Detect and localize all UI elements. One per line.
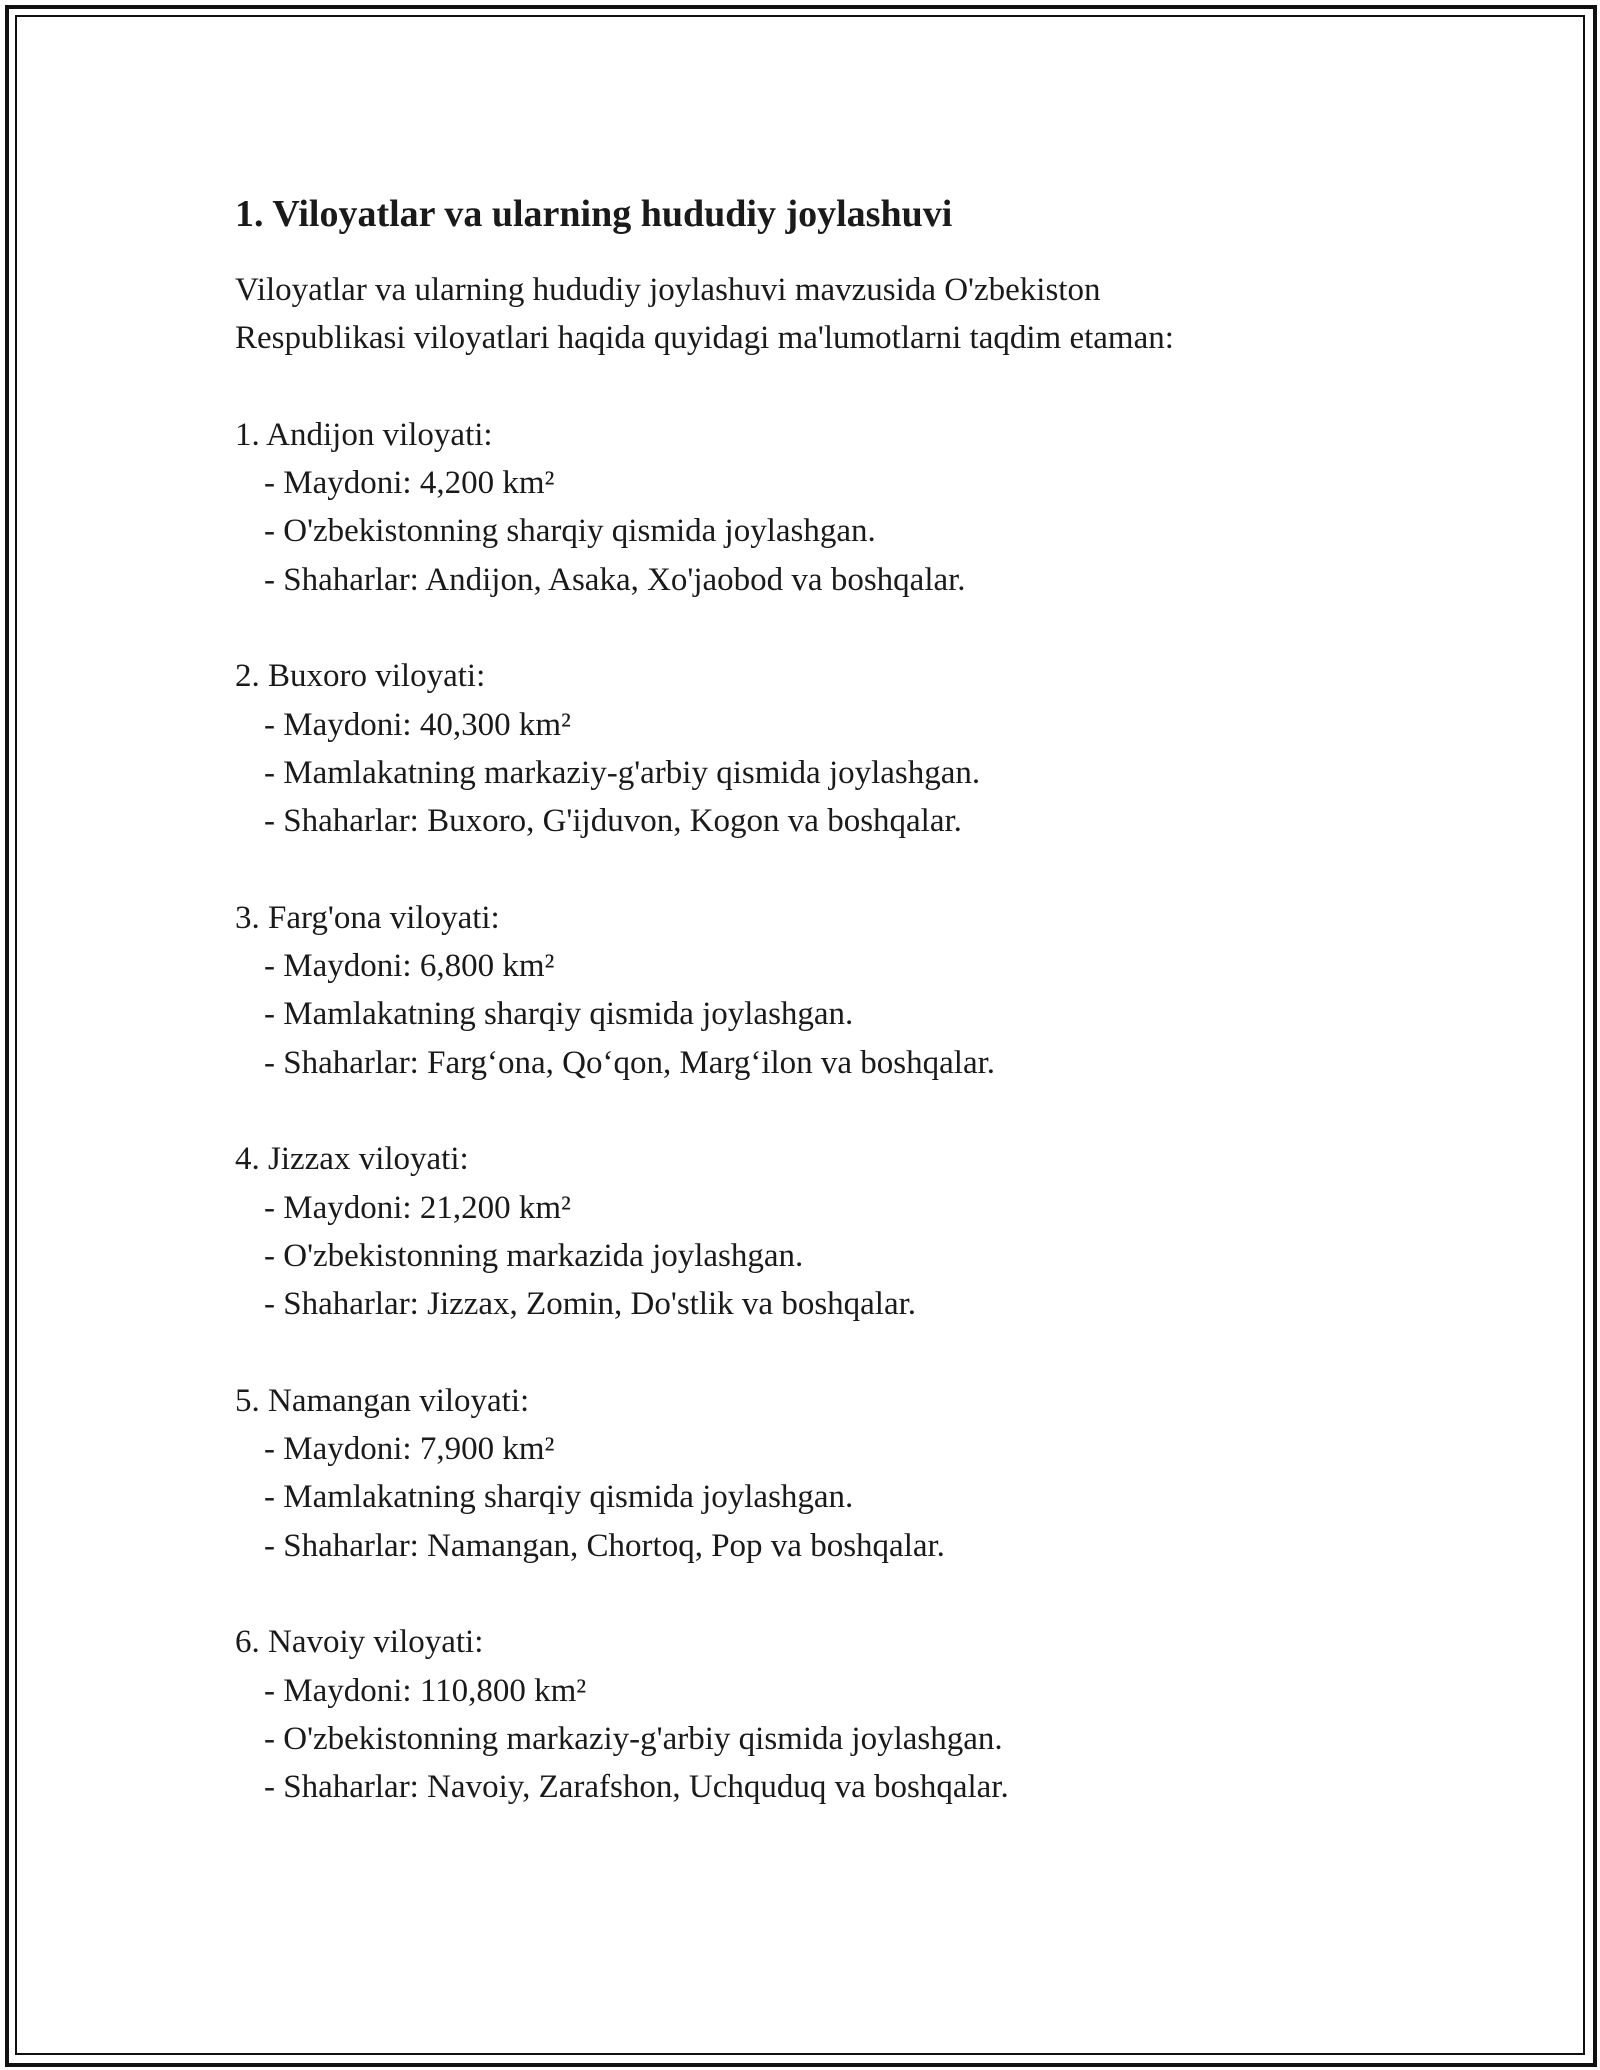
region-cities: - Shaharlar: Jizzax, Zomin, Do'stlik va boshqalar. [264, 1286, 917, 1323]
region-heading: 6. Navoiy viloyati: [235, 1624, 484, 1661]
region-fargona [235, 894, 1395, 1087]
intro-line: Viloyatlar va ularning hududiy joylashuvi mavzusida O'zbekiston [235, 272, 1101, 308]
region-namangan [235, 1377, 1395, 1570]
region-location: - Mamlakatning sharqiy qismida joylashgan. [264, 996, 854, 1033]
region-andijon [235, 411, 1395, 604]
intro-line: Respublikasi viloyatlari haqida quyidagi ma'lumotlarni taqdim etaman: [235, 320, 1174, 357]
region-area: - Maydoni: 110,800 km² [264, 1672, 587, 1709]
region-area: - Maydoni: 6,800 km² [264, 948, 555, 985]
region-jizzax [235, 1135, 1395, 1328]
region-cities: - Shaharlar: Farg‘ona, Qo‘qon, Marg‘ilon va boshqalar. [264, 1044, 996, 1081]
region-location: - O'zbekistonning markaziy-g'arbiy qismida joylashgan. [264, 1720, 1003, 1757]
region-area: - Maydoni: 40,300 km² [264, 706, 571, 743]
region-cities: - Shaharlar: Namangan, Chortoq, Pop va boshqalar. [264, 1527, 945, 1564]
region-location: - Mamlakatning sharqiy qismida joylashgan. [264, 1479, 854, 1516]
region-heading: 2. Buxoro viloyati: [235, 658, 486, 695]
region-area: - Maydoni: 7,900 km² [264, 1431, 555, 1468]
region-buxoro [235, 652, 1395, 845]
region-cities: - Shaharlar: Navoiy, Zarafshon, Uchquduq va boshqalar. [264, 1769, 1009, 1806]
document-body [235, 184, 1395, 1812]
region-area: - Maydoni: 4,200 km² [264, 465, 555, 502]
region-heading: 4. Jizzax viloyati: [235, 1141, 469, 1178]
region-location: - O'zbekistonning markazida joylashgan. [264, 1237, 804, 1274]
intro-paragraph [235, 266, 1395, 363]
region-area: - Maydoni: 21,200 km² [264, 1189, 571, 1226]
region-location: - O'zbekistonning sharqiy qismida joylashgan. [264, 513, 876, 550]
region-heading: 5. Namangan viloyati: [235, 1382, 530, 1419]
region-heading: 1. Andijon viloyati: [235, 416, 493, 453]
region-cities: - Shaharlar: Buxoro, G'ijduvon, Kogon va boshqalar. [264, 803, 962, 840]
region-cities: - Shaharlar: Andijon, Asaka, Xo'jaobod va boshqalar. [264, 561, 966, 598]
region-heading: 3. Farg'ona viloyati: [235, 899, 500, 936]
region-navoiy [235, 1618, 1395, 1811]
region-location: - Mamlakatning markaziy-g'arbiy qismida joylashgan. [264, 754, 981, 791]
section-title: 1. Viloyatlar va ularning hududiy joylashuvi [235, 193, 953, 235]
